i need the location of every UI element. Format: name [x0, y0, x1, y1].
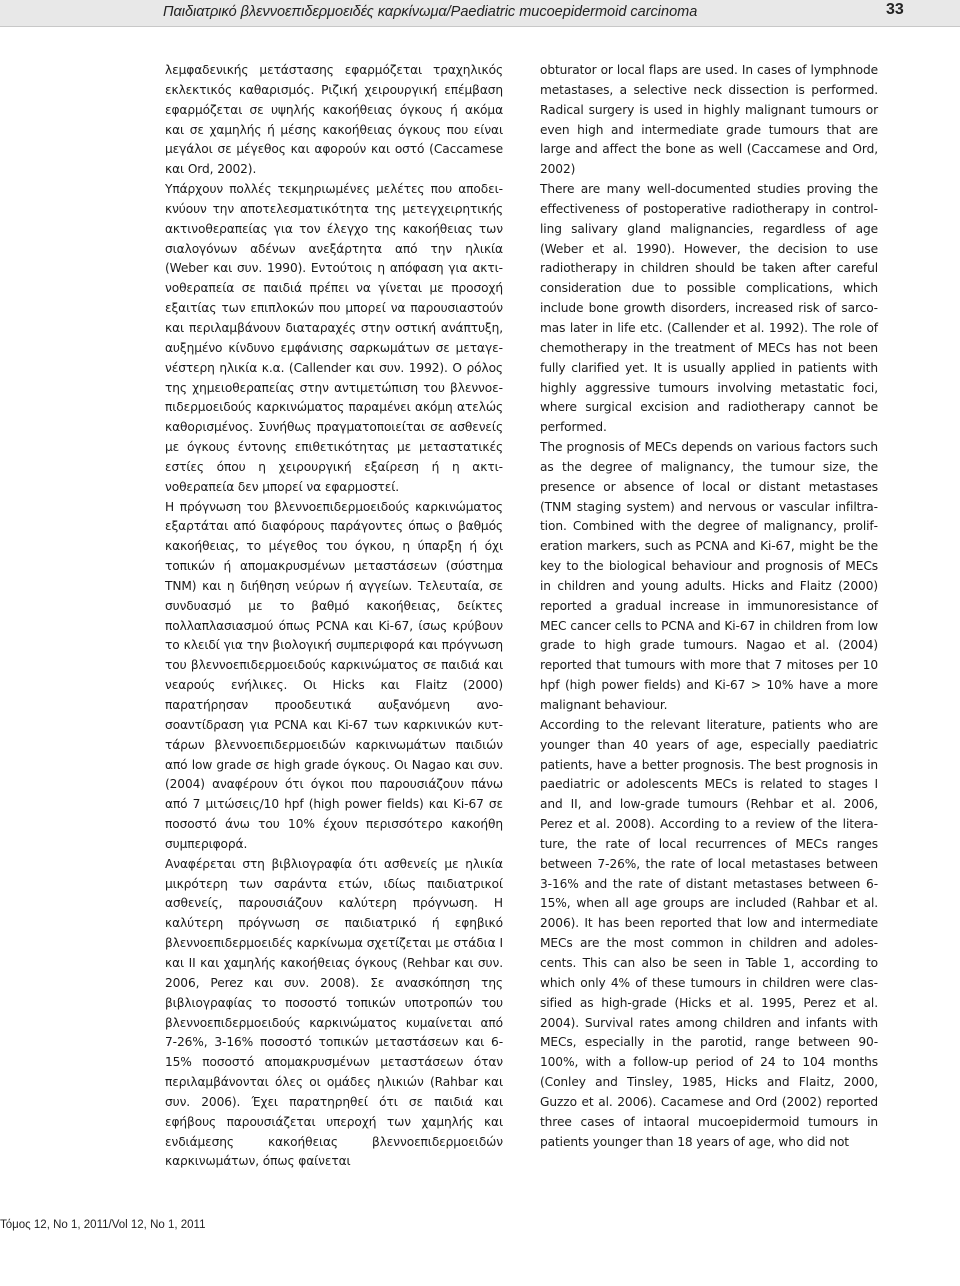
paragraph: Υπάρχουν πολλές τεκμηριωμένες μελέτες που αποδεικνύουν την αποτελεσματικότητα της μετεγχειρητικής ακτινοθεραπείας για τον έλεγχο της κακοήθειας των σιαλογόνων αδένων ανεξάρτητα από την ηλικία (Weber και συν. 1990). Εντούτοις η απόφαση για ακτινοθεραπεία σε παιδιά πρέπει να γίνεται με προσοχή εξαιτίας των επιπλοκών που μπορεί να παρουσιαστούν και περιλαμβάνουν διαταραχές στην οστική ανάπτυξη, αυξημένο κίνδυνο εμφάνισης σαρκωμάτων σε μεταγενέστερη ηλικία κ.α. (Callender και συν. 1992). Ο ρόλος της χημειοθεραπείας στην αντιμετώπιση του βλεννοεπιδερμοειδούς καρκινώματος παραμένει ακόμη ατελώς καθορισμένος. Συνήθως πραγματοποιείται σε ασθενείς με όγκους έντονης επιθετικότητας με μεταστατικές εστίες όπου η χειρουργική εξαίρεση ή η ακτινοθεραπεία δεν μπορεί να εφαρμοστεί. — [165, 182, 503, 494]
paragraph: The prognosis of MECs depends on various factors such as the degree of malignancy, the tumour size, the presence or absence of local or distant metastases (TNM staging system) and nervous or vascular infiltration. Combined with the degree of malignancy, proliferation markers, such as PCNA and Ki-67, might be the key to the biological behaviour and prognosis of MECs in children and young adults. Hicks and Flaitz (2000) reported a gradual increase in immunoresistance of MEC cancer cells to PCNA and Ki-67 in children from low grade to high grade tumours. Nagao et al. (2004) reported that tumours with more that 7 mitoses per 10 hpf (high power fields) and Ki-67 > 10% have a more malignant behaviour. — [540, 440, 878, 712]
page-number: 33 — [886, 1, 904, 18]
journal-footer: Τόμος 12, No 1, 2011/Vol 12, No 1, 2011 — [0, 1219, 206, 1231]
greek-text-column — [165, 61, 503, 1172]
paragraph: Αναφέρεται στη βιβλιογραφία ότι ασθενείς με ηλικία μικρότερη των σαράντα ετών, ιδίως παιδιατρικοί ασθενείς, παρουσιάζουν καλύτερη πρόγνωση. Η καλύτερη πρόγνωση σε παιδιατρικό ή εφηβικό βλεννοεπιδερμοειδές καρκίνωμα σχετίζεται με στάδια I και II και χαμηλής κακοήθειας όγκους (Rehbar και συν. 2006, Perez και συν. 2008). Σε ανασκόπηση της βιβλιογραφίας το ποσοστό τοπικών υποτροπών του βλεννοεπιδερμοειδούς καρκινώματος κυμαίνεται από 7-26%, 3-16% ποσοστό τοπικών μεταστάσεων και 6-15% ποσοστό απομακρυσμένων μεταστάσεων όταν περιλαμβάνονται όλες οι ομάδες ηλικιών (Rahbar και συν. 2006). Έχει παρατηρηθεί ότι σε παιδιά και εφήβους παρουσιάζεται υπεροχή των χαμηλής και ενδιάμεσης κακοήθειας βλεννοεπιδερμοειδών καρκινωμάτων, όπως φαίνεται — [165, 856, 503, 1169]
english-text-column — [540, 61, 878, 1152]
paragraph: λεμφαδενικής μετάστασης εφαρμόζεται τραχηλικός εκλεκτικός καθαρισμός. Ριζική χειρουργική επέμβαση εφαρμόζεται σε υψηλής κακοήθειας όγκους ή ακόμα και σε χαμηλής ή μέσης κακοήθειας όγκους που είναι μεγάλοι σε μέγεθος και αφορούν και οστό (Caccamese και Ord, 2002). — [165, 63, 503, 177]
running-header-title: Παιδιατρικό βλεννοεπιδερμοειδές καρκίνωμα/Paediatric mucoepidermoid carcinoma — [163, 4, 698, 20]
running-header — [0, 0, 960, 27]
paragraph: Η πρόγνωση του βλεννοεπιδερμοειδούς καρκινώματος εξαρτάται από διαφόρους παράγοντες όπως ο βαθμός κακοήθειας, το μέγεθος του όγκου, η ύπαρξη ή όχι τοπικών ή απομακρυσμένων μεταστάσεων (σύστημα TNM) και η διήθηση νεύρων ή αγγείων. Τελευταία, σε συνδυασμό με το βαθμό κακοήθειας, δείκτες πολλαπλασιασμού όπως PCNA και Ki-67, ίσως κρύβουν το κλειδί για την βιολογική συμπεριφορά και πρόγνωση του βλεννοεπιδερμοειδούς καρκινώματος σε παιδιά και νεαρούς ενήλικες. Οι Hicks και Flaitz (2000) παρατήρησαν προοδευτικά αυξανόμενη ανοσοαντίδραση για PCNA και Ki-67 των καρκινικών κυττάρων βλεννοεπιδερμοειδών καρκινωμάτων παιδιών από low grade σε high grade όγκους. Οι Nagao και συν. (2004) αναφέρουν ότι όγκοι που παρουσιάζουν πάνω από 7 μιτώσεις/10 hpf (high power fields) και Ki-67 σε ποσοστό άνω του 10% έχουν περισσότερο κακοήθη συμπεριφορά. — [165, 499, 503, 851]
paragraph: obturator or local flaps are used. In cases of lymphnode metastases, a selective neck dissection is performed. Radical surgery is used in highly malignant tumours or even high and intermediate grade tumours that are large and affect the bone as well (Caccamese and Ord, 2002) — [540, 63, 878, 177]
paragraph: According to the relevant literature, patients who are younger than 40 years of age, especially paediatric patients, have a better prognosis. The best prognosis in paediatric or adolescents MECs is related to stages I and II, and low-grade tumours (Rehbar et al. 2006, Perez et al. 2008). According to a review of the literature, the rate of local recurrences of MECs ranges between 7-26%, the rate of local metastases between 3-16% and the rate of distant metastases between 6-15%, when all age groups are included (Rahbar et al. 2006). It has been reported that low and intermediate MECs are the most common in children and adolescents. This can also be seen in Table 1, according to which only 4% of these tumours in children were classified as high-grade (Hicks et al. 1995, Perez et al. 2004). Survival rates among children and infants with MECs, especially in the parotid, range between 90-100%, with a follow-up period of 24 to 104 months (Conley and Tinsley, 1985, Hicks and Flaitz, 2000, Guzzo et al. 2006). Cacamese and Ord (2002) reported three cases of intaoral mucoepidermoid tumours in patients younger than 18 years of age, who did not — [540, 717, 878, 1149]
paragraph: There are many well-documented studies proving the effectiveness of postoperative radiotherapy in controlling salivary gland malignancies, regardless of age (Weber et al. 1990). However, the decision to use radiotherapy in children should be taken after careful consideration due to possible complications, which include bone growth disorders, increased risk of sarcomas later in life etc. (Callender et al. 1992). The role of chemotherapy in the treatment of MECs has not been fully clarified yet. It is usually applied in patients with highly aggressive tumours involving metastatic foci, where surgical excision and radiotherapy cannot be performed. — [540, 182, 878, 435]
